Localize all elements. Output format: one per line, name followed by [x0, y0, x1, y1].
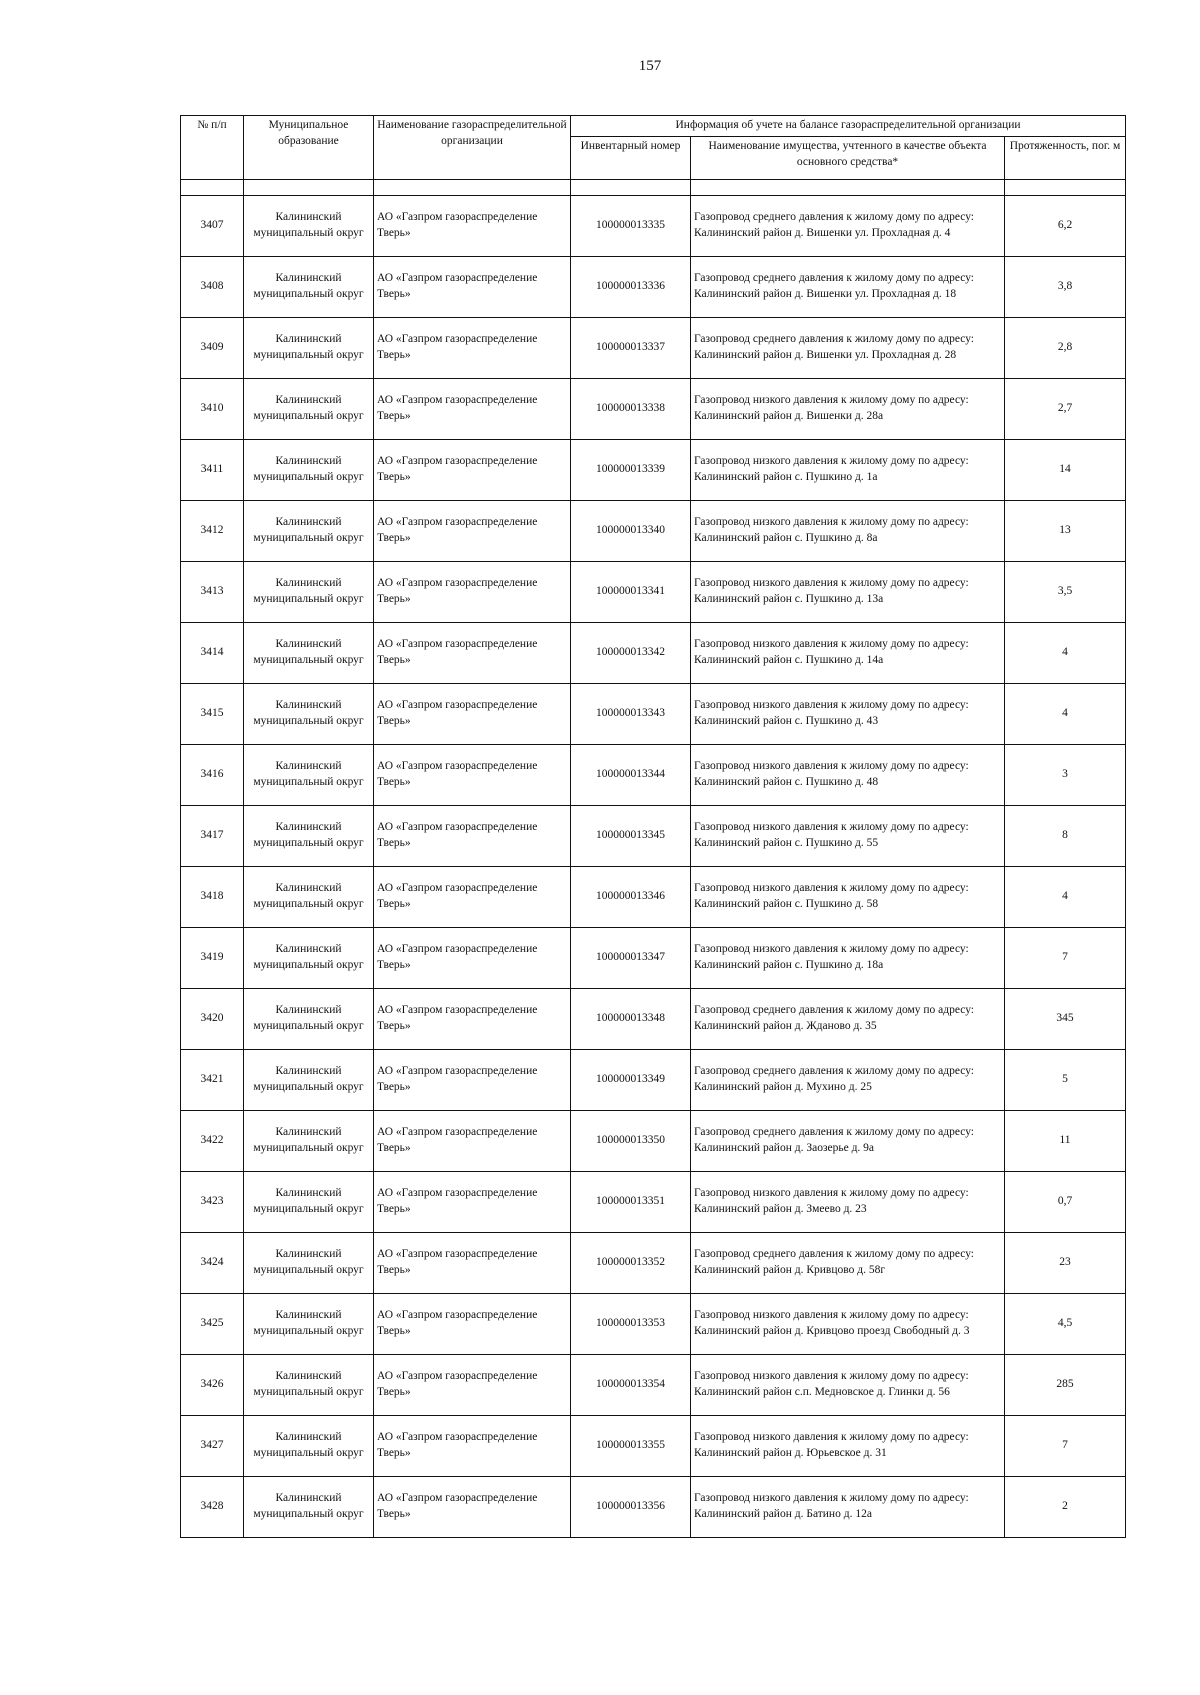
- table-row: [181, 1233, 1126, 1294]
- cell-description: Газопровод низкого давления к жилому дому по адресу: Калининский район с. Пушкино д. 48: [691, 745, 1005, 806]
- cell-description: Газопровод низкого давления к жилому дому по адресу: Калининский район с. Пушкино д. 43: [691, 684, 1005, 745]
- cell-municipality: Калининский муниципальный округ: [244, 1477, 374, 1538]
- cell-municipality: Калининский муниципальный округ: [244, 1416, 374, 1477]
- cell-inventory-number: 100000013352: [571, 1233, 691, 1294]
- table-row: [181, 989, 1126, 1050]
- cell-organization: АО «Газпром газораспределение Тверь»: [374, 928, 571, 989]
- cell-num: 3411: [181, 440, 244, 501]
- cell-description: Газопровод среднего давления к жилому дому по адресу: Калининский район д. Кривцово д. 58г: [691, 1233, 1005, 1294]
- table-row: [181, 1050, 1126, 1111]
- cell-num: 3427: [181, 1416, 244, 1477]
- table-row: [181, 928, 1126, 989]
- header-description: Наименование имущества, учтенного в качестве объекта основного средства*: [691, 137, 1005, 180]
- cell-length: 3,5: [1005, 562, 1126, 623]
- cell-inventory-number: 100000013346: [571, 867, 691, 928]
- cell-municipality: Калининский муниципальный округ: [244, 440, 374, 501]
- cell-description: Газопровод среднего давления к жилому дому по адресу: Калининский район д. Вишенки ул. Прохладная д. 18: [691, 257, 1005, 318]
- table-row: [181, 1416, 1126, 1477]
- cell-description: Газопровод низкого давления к жилому дому по адресу: Калининский район д. Батино д. 12а: [691, 1477, 1005, 1538]
- cell-description: Газопровод низкого давления к жилому дому по адресу: Калининский район д. Змеево д. 23: [691, 1172, 1005, 1233]
- cell-inventory-number: 100000013355: [571, 1416, 691, 1477]
- header-length: Протяженность, пог. м: [1005, 137, 1126, 180]
- cell-num: 3412: [181, 501, 244, 562]
- cell-organization: АО «Газпром газораспределение Тверь»: [374, 806, 571, 867]
- cell-organization: АО «Газпром газораспределение Тверь»: [374, 1050, 571, 1111]
- cell-length: 5: [1005, 1050, 1126, 1111]
- cell-num: 3425: [181, 1294, 244, 1355]
- cell-inventory-number: 100000013356: [571, 1477, 691, 1538]
- cell-description: Газопровод низкого давления к жилому дому по адресу: Калининский район с.п. Медновское д. Глинки д. 56: [691, 1355, 1005, 1416]
- table-header: [181, 116, 1126, 180]
- cell-municipality: Калининский муниципальный округ: [244, 623, 374, 684]
- cell-municipality: Калининский муниципальный округ: [244, 562, 374, 623]
- cell-length: 285: [1005, 1355, 1126, 1416]
- cell-length: 7: [1005, 928, 1126, 989]
- cell-municipality: Калининский муниципальный округ: [244, 1233, 374, 1294]
- cell-description: Газопровод низкого давления к жилому дому по адресу: Калининский район д. Кривцово проезд Свободный д. 3: [691, 1294, 1005, 1355]
- cell-description: Газопровод среднего давления к жилому дому по адресу: Калининский район д. Вишенки ул. Прохладная д. 28: [691, 318, 1005, 379]
- cell-inventory-number: 100000013353: [571, 1294, 691, 1355]
- cell-inventory-number: 100000013335: [571, 196, 691, 257]
- cell-num: 3419: [181, 928, 244, 989]
- cell-inventory-number: 100000013339: [571, 440, 691, 501]
- cell-description: Газопровод среднего давления к жилому дому по адресу: Калининский район д. Жданово д. 35: [691, 989, 1005, 1050]
- cell-length: 8: [1005, 806, 1126, 867]
- cell-municipality: Калининский муниципальный округ: [244, 1355, 374, 1416]
- table-row: [181, 196, 1126, 257]
- cell-municipality: Калининский муниципальный округ: [244, 1111, 374, 1172]
- cell-num: 3409: [181, 318, 244, 379]
- cell-inventory-number: 100000013351: [571, 1172, 691, 1233]
- cell-length: 2: [1005, 1477, 1126, 1538]
- cell-inventory-number: 100000013343: [571, 684, 691, 745]
- cell-inventory-number: 100000013354: [571, 1355, 691, 1416]
- cell-num: 3413: [181, 562, 244, 623]
- cell-organization: АО «Газпром газораспределение Тверь»: [374, 1416, 571, 1477]
- cell-length: 4: [1005, 867, 1126, 928]
- cell-inventory-number: 100000013340: [571, 501, 691, 562]
- table-row: [181, 1111, 1126, 1172]
- cell-num: 3417: [181, 806, 244, 867]
- table-row: [181, 379, 1126, 440]
- cell-length: 3,8: [1005, 257, 1126, 318]
- cell-organization: АО «Газпром газораспределение Тверь»: [374, 745, 571, 806]
- cell-municipality: Калининский муниципальный округ: [244, 745, 374, 806]
- cell-length: 6,2: [1005, 196, 1126, 257]
- cell-num: 3420: [181, 989, 244, 1050]
- cell-length: 4: [1005, 623, 1126, 684]
- cell-num: 3407: [181, 196, 244, 257]
- cell-num: 3415: [181, 684, 244, 745]
- cell-organization: АО «Газпром газораспределение Тверь»: [374, 1355, 571, 1416]
- cell-municipality: Калининский муниципальный округ: [244, 1172, 374, 1233]
- cell-description: Газопровод среднего давления к жилому дому по адресу: Калининский район д. Мухино д. 25: [691, 1050, 1005, 1111]
- table-row: [181, 1355, 1126, 1416]
- cell-description: Газопровод низкого давления к жилому дому по адресу: Калининский район с. Пушкино д. 55: [691, 806, 1005, 867]
- table-row: [181, 806, 1126, 867]
- cell-municipality: Калининский муниципальный округ: [244, 1294, 374, 1355]
- cell-organization: АО «Газпром газораспределение Тверь»: [374, 623, 571, 684]
- cell-description: Газопровод низкого давления к жилому дому по адресу: Калининский район с. Пушкино д. 14а: [691, 623, 1005, 684]
- cell-length: 11: [1005, 1111, 1126, 1172]
- cell-num: 3423: [181, 1172, 244, 1233]
- cell-organization: АО «Газпром газораспределение Тверь»: [374, 1294, 571, 1355]
- table-row: [181, 745, 1126, 806]
- header-balance-group: Информация об учете на балансе газораспределительной организации: [571, 116, 1126, 137]
- cell-length: 14: [1005, 440, 1126, 501]
- cell-inventory-number: 100000013338: [571, 379, 691, 440]
- cell-municipality: Калининский муниципальный округ: [244, 318, 374, 379]
- cell-description: Газопровод низкого давления к жилому дому по адресу: Калининский район д. Юрьевское д. 31: [691, 1416, 1005, 1477]
- header-spacer-row: [181, 180, 1126, 196]
- cell-description: Газопровод низкого давления к жилому дому по адресу: Калининский район с. Пушкино д. 1а: [691, 440, 1005, 501]
- table-row: [181, 1172, 1126, 1233]
- table-row: [181, 318, 1126, 379]
- cell-num: 3418: [181, 867, 244, 928]
- header-inventory: Инвентарный номер: [571, 137, 691, 180]
- cell-organization: АО «Газпром газораспределение Тверь»: [374, 1172, 571, 1233]
- table-row: [181, 867, 1126, 928]
- cell-description: Газопровод низкого давления к жилому дому по адресу: Калининский район д. Вишенки д. 28а: [691, 379, 1005, 440]
- page-number: 157: [638, 58, 662, 74]
- cell-description: Газопровод низкого давления к жилому дому по адресу: Калининский район с. Пушкино д. 8а: [691, 501, 1005, 562]
- table-row: [181, 501, 1126, 562]
- cell-municipality: Калининский муниципальный округ: [244, 684, 374, 745]
- cell-inventory-number: 100000013344: [571, 745, 691, 806]
- cell-organization: АО «Газпром газораспределение Тверь»: [374, 196, 571, 257]
- cell-length: 3: [1005, 745, 1126, 806]
- cell-organization: АО «Газпром газораспределение Тверь»: [374, 1233, 571, 1294]
- cell-municipality: Калининский муниципальный округ: [244, 501, 374, 562]
- cell-length: 7: [1005, 1416, 1126, 1477]
- cell-municipality: Калининский муниципальный округ: [244, 928, 374, 989]
- cell-inventory-number: 100000013337: [571, 318, 691, 379]
- cell-length: 2,7: [1005, 379, 1126, 440]
- cell-num: 3410: [181, 379, 244, 440]
- cell-description: Газопровод среднего давления к жилому дому по адресу: Калининский район д. Вишенки ул. Прохладная д. 4: [691, 196, 1005, 257]
- cell-description: Газопровод низкого давления к жилому дому по адресу: Калининский район с. Пушкино д. 18а: [691, 928, 1005, 989]
- cell-num: 3428: [181, 1477, 244, 1538]
- cell-municipality: Калининский муниципальный округ: [244, 867, 374, 928]
- cell-length: 4,5: [1005, 1294, 1126, 1355]
- table-row: [181, 1477, 1126, 1538]
- cell-num: 3421: [181, 1050, 244, 1111]
- cell-organization: АО «Газпром газораспределение Тверь»: [374, 379, 571, 440]
- cell-organization: АО «Газпром газораспределение Тверь»: [374, 1111, 571, 1172]
- cell-length: 13: [1005, 501, 1126, 562]
- cell-organization: АО «Газпром газораспределение Тверь»: [374, 867, 571, 928]
- header-num: № п/п: [181, 116, 244, 180]
- table-row: [181, 257, 1126, 318]
- cell-organization: АО «Газпром газораспределение Тверь»: [374, 257, 571, 318]
- cell-inventory-number: 100000013349: [571, 1050, 691, 1111]
- cell-num: 3424: [181, 1233, 244, 1294]
- cell-inventory-number: 100000013341: [571, 562, 691, 623]
- cell-municipality: Калининский муниципальный округ: [244, 806, 374, 867]
- cell-organization: АО «Газпром газораспределение Тверь»: [374, 989, 571, 1050]
- header-municipality: Муниципальное образование: [244, 116, 374, 180]
- table-body: [181, 180, 1126, 1538]
- cell-municipality: Калининский муниципальный округ: [244, 196, 374, 257]
- cell-inventory-number: 100000013345: [571, 806, 691, 867]
- cell-num: 3426: [181, 1355, 244, 1416]
- table-row: [181, 684, 1126, 745]
- cell-inventory-number: 100000013347: [571, 928, 691, 989]
- cell-num: 3408: [181, 257, 244, 318]
- cell-municipality: Калининский муниципальный округ: [244, 989, 374, 1050]
- cell-description: Газопровод среднего давления к жилому дому по адресу: Калининский район д. Заозерье д. 9а: [691, 1111, 1005, 1172]
- cell-inventory-number: 100000013336: [571, 257, 691, 318]
- cell-num: 3422: [181, 1111, 244, 1172]
- cell-inventory-number: 100000013348: [571, 989, 691, 1050]
- header-organization: Наименование газораспределительной организации: [374, 116, 571, 180]
- cell-length: 23: [1005, 1233, 1126, 1294]
- table-row: [181, 562, 1126, 623]
- cell-description: Газопровод низкого давления к жилому дому по адресу: Калининский район с. Пушкино д. 58: [691, 867, 1005, 928]
- cell-description: Газопровод низкого давления к жилому дому по адресу: Калининский район с. Пушкино д. 13а: [691, 562, 1005, 623]
- cell-length: 0,7: [1005, 1172, 1126, 1233]
- cell-num: 3414: [181, 623, 244, 684]
- cell-length: 345: [1005, 989, 1126, 1050]
- table-row: [181, 440, 1126, 501]
- cell-organization: АО «Газпром газораспределение Тверь»: [374, 684, 571, 745]
- cell-length: 4: [1005, 684, 1126, 745]
- cell-inventory-number: 100000013350: [571, 1111, 691, 1172]
- cell-inventory-number: 100000013342: [571, 623, 691, 684]
- property-register-table: [180, 115, 1126, 1538]
- table-row: [181, 623, 1126, 684]
- cell-organization: АО «Газпром газораспределение Тверь»: [374, 440, 571, 501]
- cell-municipality: Калининский муниципальный округ: [244, 1050, 374, 1111]
- cell-organization: АО «Газпром газораспределение Тверь»: [374, 318, 571, 379]
- cell-length: 2,8: [1005, 318, 1126, 379]
- cell-organization: АО «Газпром газораспределение Тверь»: [374, 1477, 571, 1538]
- cell-organization: АО «Газпром газораспределение Тверь»: [374, 562, 571, 623]
- cell-municipality: Калининский муниципальный округ: [244, 257, 374, 318]
- cell-num: 3416: [181, 745, 244, 806]
- table-row: [181, 1294, 1126, 1355]
- cell-municipality: Калининский муниципальный округ: [244, 379, 374, 440]
- cell-organization: АО «Газпром газораспределение Тверь»: [374, 501, 571, 562]
